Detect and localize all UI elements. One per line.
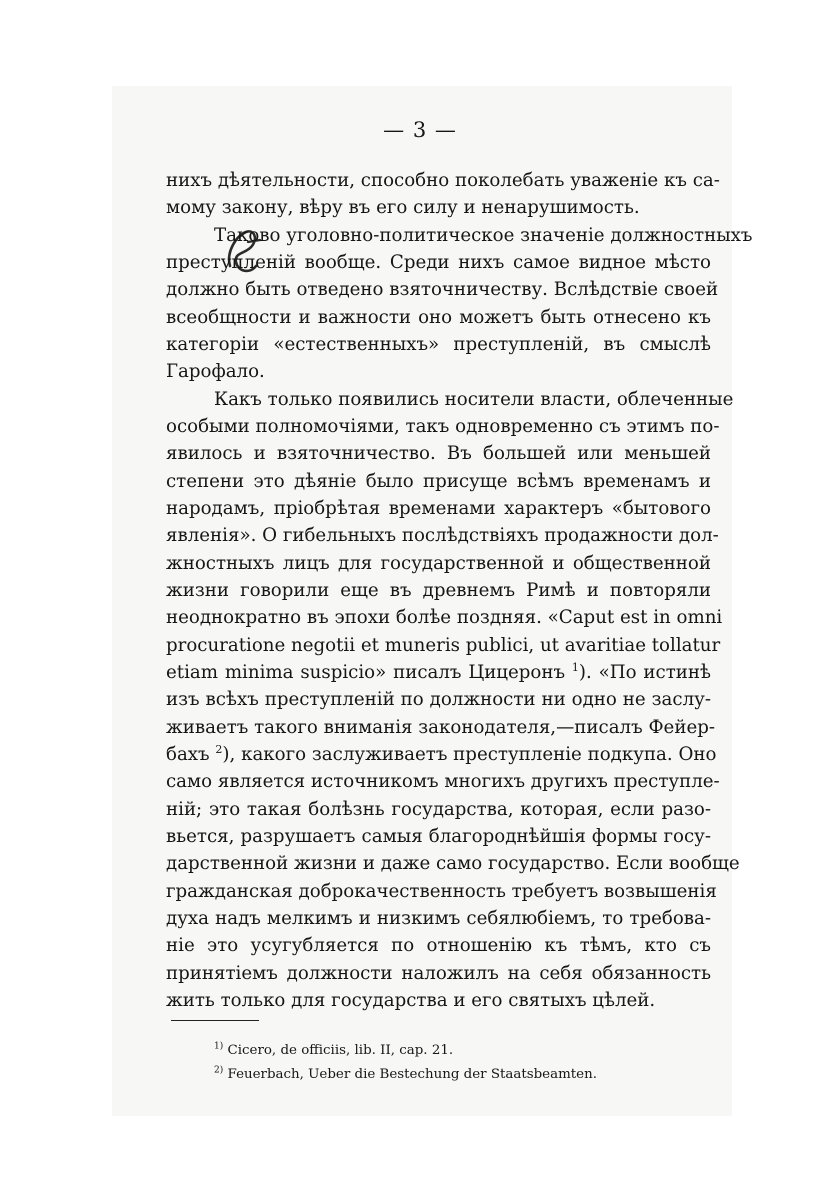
text-line: особыми полномочіями, такъ одновременно съ этимъ по-	[166, 415, 720, 437]
text-line: неоднократно въ эпохи болѣе поздняя. «Caput est in omni	[166, 607, 723, 629]
text-segment: ). «По истинѣ	[578, 661, 711, 683]
footnote-divider	[171, 1020, 259, 1021]
text-line: категоріи «естественныхъ» преступленій, въ смыслѣ	[166, 333, 711, 355]
text-line: вьется, разрушаетъ самыя благороднѣйшія формы госу-	[166, 825, 711, 847]
text-line: само является источникомъ многихъ другихъ преступле-	[166, 771, 720, 793]
text-line: явленія». О гибельныхъ послѣдствіяхъ продажности дол-	[166, 525, 719, 547]
text-line: ніе это усугубляется по отношенію къ тѣмъ, кто съ	[166, 935, 711, 957]
text-line: ній; это такая болѣзнь государства, которая, если разо-	[166, 798, 711, 820]
text-line: гражданская доброкачественность требуетъ возвышенія	[166, 880, 717, 902]
text-line: дарственной жизни и даже само государство. Если вообще	[166, 853, 740, 875]
text-line: жить только для государства и его святыхъ цѣлей.	[166, 989, 656, 1011]
footnote-mark: 1)	[214, 1041, 224, 1052]
text-line: преступленій вообще. Среди нихъ самое видное мѣсто	[166, 251, 711, 273]
text-line: нихъ дѣятельности, способно поколебать уваженіе къ са-	[166, 170, 720, 191]
text-line: явилось и взяточничество. Въ большей или меньшей	[166, 443, 711, 465]
text-line: народамъ, пріобрѣтая временами характеръ «бытового	[166, 497, 711, 519]
text-line	[166, 659, 711, 686]
text-line: живаетъ такого вниманія законодателя,—писалъ Фейер-	[166, 716, 715, 738]
text-line: степени это дѣяніе было присуще всѣмъ временамъ и	[166, 470, 711, 492]
footnote	[214, 1063, 597, 1087]
footnote	[214, 1039, 597, 1063]
text-line: должно быть отведено взяточничеству. Вслѣдствіе своей	[166, 279, 719, 301]
text-line: духа надъ мелкимъ и низкимъ себялюбіемъ, то требова-	[166, 907, 711, 929]
footnote-ref: 1	[571, 660, 579, 674]
body-text	[166, 167, 753, 1014]
footnote-ref: 2	[215, 742, 223, 756]
text-line: Гарофало.	[166, 361, 265, 383]
text-line: принятіемъ должности наложилъ на себя обязанность	[166, 962, 711, 984]
text-line: жизни говорили еще въ древнемъ Римѣ и повторяли	[166, 579, 711, 601]
footnote-mark: 2)	[214, 1065, 224, 1076]
text-segment: ), какого заслуживаетъ преступленіе подкупа. Оно	[222, 743, 717, 765]
text-line: Какъ только появились носители власти, облеченные	[214, 388, 734, 410]
text-line: всеобщности и важности оно можетъ быть отнесено къ	[166, 306, 711, 328]
footnote-text: Cicero, de officiis, lib. II, cap. 21.	[227, 1043, 454, 1058]
page-number: — 3 —	[383, 118, 457, 142]
text-segment: бахъ	[166, 743, 210, 765]
text-line: Таково уголовно-политическое значеніе должностныхъ	[214, 224, 753, 246]
text-segment: etiam minima suspicio» писалъ Цицеронъ	[166, 661, 566, 683]
text-line	[166, 741, 717, 768]
text-line: изъ всѣхъ преступленій по должности ни одно не заслу-	[166, 689, 711, 711]
footnotes	[214, 1039, 597, 1087]
text-line: procuratione negotii et muneris publici, ut avaritiae tollatur	[166, 634, 721, 656]
footnote-text: Feuerbach, Ueber die Bestechung der Staatsbeamten.	[227, 1067, 597, 1082]
text-line: мому закону, вѣру въ его силу и ненарушимость.	[166, 197, 640, 219]
text-line: жностныхъ лицъ для государственной и общественной	[166, 552, 711, 574]
